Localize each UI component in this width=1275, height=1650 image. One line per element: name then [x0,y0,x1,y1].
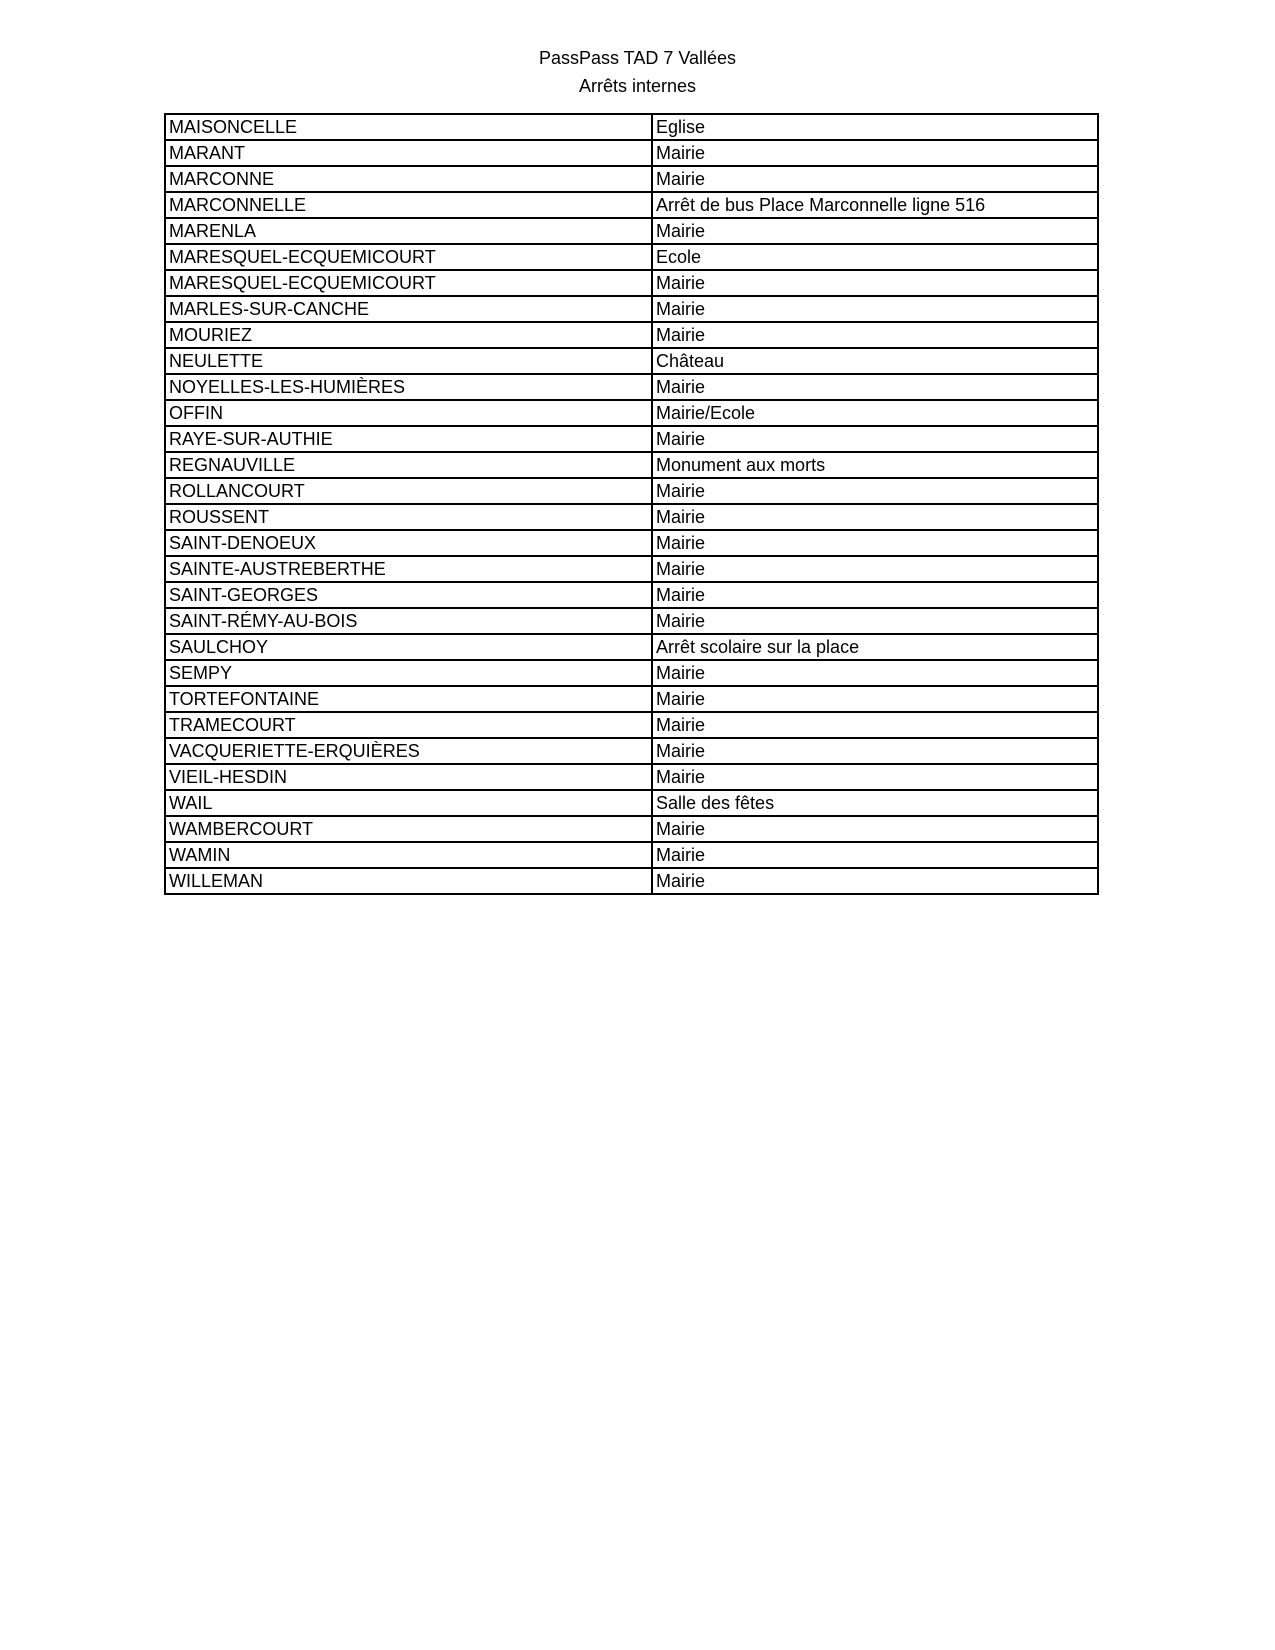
page-subtitle: Arrêts internes [578,76,697,96]
stop-cell: Eglise [652,114,1098,140]
table-row [165,816,1098,842]
commune-cell: VIEIL-HESDIN [165,764,652,790]
stop-cell: Mairie [652,582,1098,608]
table-row [165,764,1098,790]
commune-cell: VACQUERIETTE-ERQUIÈRES [165,738,652,764]
stops-table-body [165,114,1098,894]
stop-cell: Mairie [652,218,1098,244]
stop-cell: Arrêt de bus Place Marconnelle ligne 516 [652,192,1098,218]
commune-cell: MAISONCELLE [165,114,652,140]
table-row [165,608,1098,634]
commune-cell: SEMPY [165,660,652,686]
stop-cell: Mairie [652,166,1098,192]
table-row [165,374,1098,400]
table-row [165,530,1098,556]
table-row [165,192,1098,218]
table-row [165,426,1098,452]
stop-cell: Mairie [652,270,1098,296]
table-row [165,556,1098,582]
commune-cell: NEULETTE [165,348,652,374]
commune-cell: MARENLA [165,218,652,244]
stops-table [164,113,1099,895]
commune-cell: WAIL [165,790,652,816]
commune-cell: NOYELLES-LES-HUMIÈRES [165,374,652,400]
table-row [165,582,1098,608]
commune-cell: WAMBERCOURT [165,816,652,842]
stop-cell: Mairie [652,530,1098,556]
stop-cell: Mairie [652,296,1098,322]
table-row [165,348,1098,374]
stop-cell: Mairie [652,426,1098,452]
stop-cell: Mairie [652,842,1098,868]
stop-cell: Mairie [652,556,1098,582]
table-row [165,478,1098,504]
table-row [165,452,1098,478]
stop-cell: Mairie [652,374,1098,400]
table-row [165,660,1098,686]
table-row [165,868,1098,894]
stop-cell: Monument aux morts [652,452,1098,478]
table-row [165,400,1098,426]
stop-cell: Mairie [652,478,1098,504]
commune-cell: SAINT-DENOEUX [165,530,652,556]
commune-cell: RAYE-SUR-AUTHIE [165,426,652,452]
commune-cell: MARCONNE [165,166,652,192]
stop-cell: Mairie/Ecole [652,400,1098,426]
stop-cell: Mairie [652,608,1098,634]
stop-cell: Salle des fêtes [652,790,1098,816]
table-row [165,842,1098,868]
commune-cell: MARCONNELLE [165,192,652,218]
stop-cell: Ecole [652,244,1098,270]
stop-cell: Mairie [652,712,1098,738]
page-header [0,44,1275,100]
commune-cell: TORTEFONTAINE [165,686,652,712]
stop-cell: Mairie [652,764,1098,790]
stop-cell: Mairie [652,660,1098,686]
commune-cell: SAINT-RÉMY-AU-BOIS [165,608,652,634]
table-row [165,790,1098,816]
table-row [165,140,1098,166]
commune-cell: MARLES-SUR-CANCHE [165,296,652,322]
commune-cell: SAULCHOY [165,634,652,660]
stop-cell: Mairie [652,738,1098,764]
commune-cell: MARESQUEL-ECQUEMICOURT [165,244,652,270]
commune-cell: SAINT-GEORGES [165,582,652,608]
stop-cell: Mairie [652,816,1098,842]
table-row [165,114,1098,140]
commune-cell: MARANT [165,140,652,166]
commune-cell: SAINTE-AUSTREBERTHE [165,556,652,582]
table-row [165,634,1098,660]
table-row [165,166,1098,192]
page-title: PassPass TAD 7 Vallées [538,48,737,68]
table-row [165,686,1098,712]
table-row [165,218,1098,244]
table-row [165,296,1098,322]
stop-cell: Mairie [652,686,1098,712]
commune-cell: WILLEMAN [165,868,652,894]
commune-cell: ROLLANCOURT [165,478,652,504]
commune-cell: WAMIN [165,842,652,868]
table-row [165,270,1098,296]
commune-cell: MARESQUEL-ECQUEMICOURT [165,270,652,296]
stop-cell: Mairie [652,504,1098,530]
commune-cell: ROUSSENT [165,504,652,530]
table-row [165,712,1098,738]
table-row [165,738,1098,764]
commune-cell: MOURIEZ [165,322,652,348]
stop-cell: Mairie [652,322,1098,348]
table-row [165,504,1098,530]
stop-cell: Mairie [652,868,1098,894]
commune-cell: OFFIN [165,400,652,426]
table-row [165,244,1098,270]
table-row [165,322,1098,348]
stop-cell: Arrêt scolaire sur la place [652,634,1098,660]
commune-cell: REGNAUVILLE [165,452,652,478]
stop-cell: Château [652,348,1098,374]
stop-cell: Mairie [652,140,1098,166]
commune-cell: TRAMECOURT [165,712,652,738]
